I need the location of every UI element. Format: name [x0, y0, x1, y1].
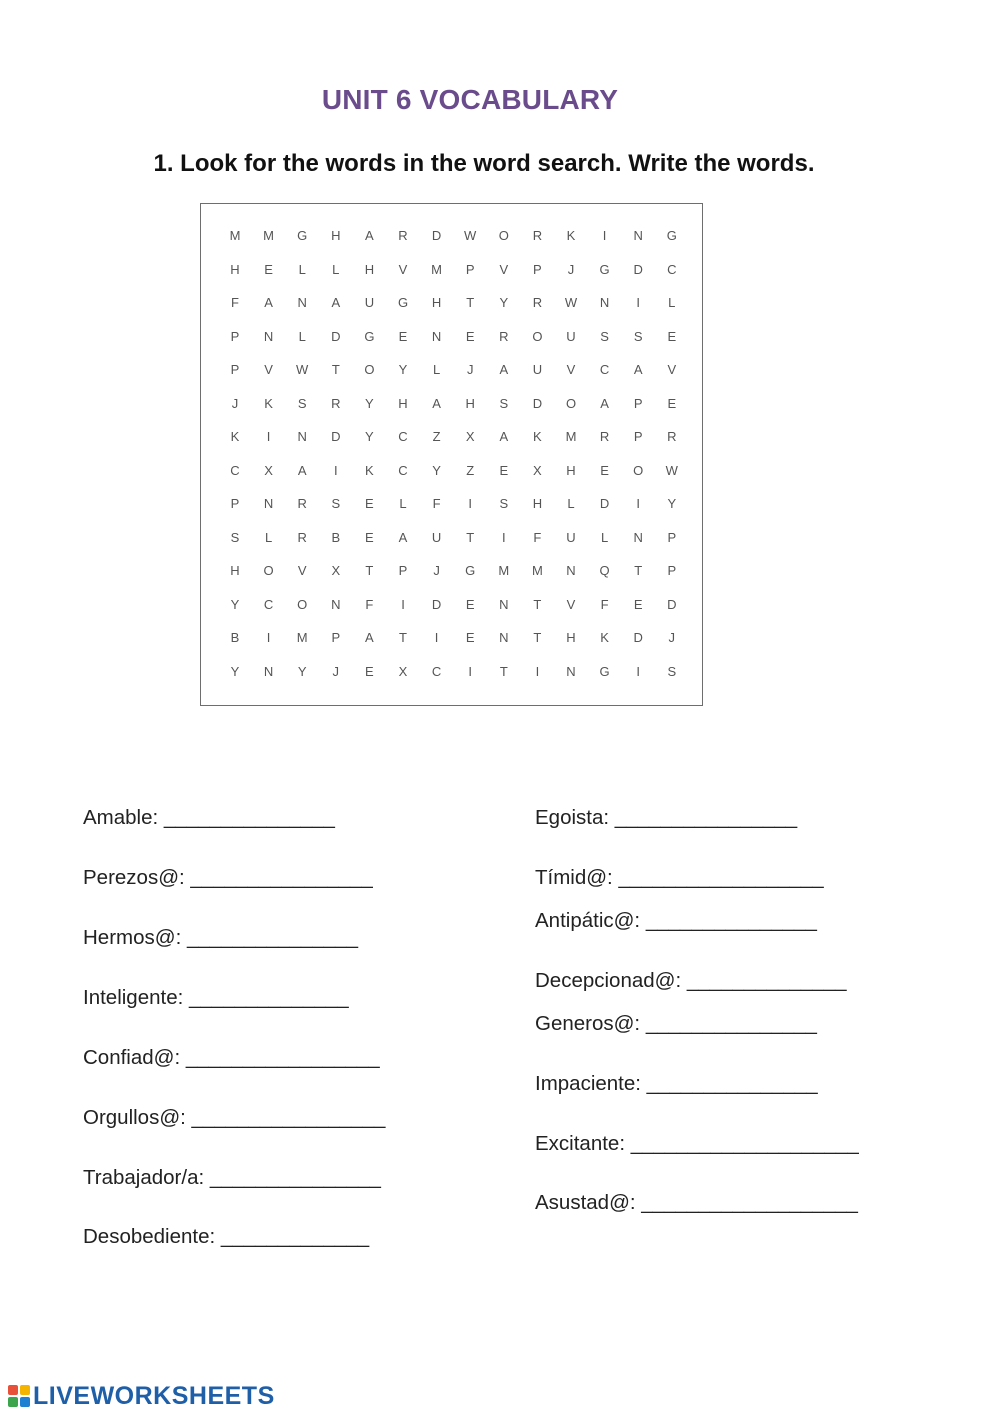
vocab-item	[535, 909, 817, 933]
grid-letter: N	[599, 295, 610, 310]
grid-letter: Z	[466, 462, 475, 478]
grid-letter: S	[667, 663, 677, 679]
grid-letter: P	[667, 563, 677, 578]
grid-row	[201, 394, 702, 414]
grid-letter: U	[566, 529, 576, 545]
grid-letter: P	[230, 362, 240, 377]
grid-letter: W	[464, 228, 477, 243]
grid-letter: N	[499, 630, 509, 645]
grid-letter: Y	[230, 596, 240, 612]
answer-blank[interactable]: ____________________	[630, 1132, 859, 1155]
grid-letter: V	[264, 362, 273, 377]
grid-letter: E	[465, 630, 475, 645]
grid-letter: D	[599, 496, 610, 511]
grid-letter: D	[633, 630, 643, 645]
answer-blank[interactable]: ______________	[686, 969, 847, 992]
vocab-label: Trabajador/a:	[83, 1166, 210, 1189]
grid-letter: S	[633, 328, 643, 344]
liveworksheets-logo-icon	[8, 1385, 30, 1407]
grid-letter: Z	[432, 429, 441, 444]
grid-letter: U	[532, 362, 543, 377]
grid-letter: S	[297, 395, 307, 411]
grid-letter: Y	[499, 295, 509, 310]
grid-letter: T	[634, 563, 643, 578]
grid-letter: Y	[432, 462, 441, 478]
grid-letter: A	[365, 228, 374, 243]
grid-letter: M	[531, 563, 543, 578]
grid-letter: V	[297, 563, 307, 578]
grid-letter: H	[230, 563, 240, 578]
grid-letter: S	[499, 395, 509, 411]
vocab-label: Excitante:	[535, 1132, 631, 1155]
grid-letter: O	[532, 328, 543, 344]
grid-letter: N	[566, 563, 576, 578]
grid-letter: C	[599, 362, 610, 377]
grid-letter: E	[365, 496, 374, 511]
vocab-label: Decepcionad@:	[535, 969, 687, 992]
grid-letter: W	[665, 462, 678, 478]
grid-letter: E	[667, 395, 677, 411]
vocab-label: Confiad@:	[83, 1046, 186, 1069]
grid-letter: E	[465, 596, 475, 612]
grid-letter: E	[398, 328, 408, 344]
grid-letter: G	[465, 563, 476, 578]
grid-letter: I	[468, 663, 472, 679]
grid-letter: N	[263, 663, 274, 679]
grid-letter: K	[566, 228, 576, 243]
grid-letter: Y	[398, 362, 408, 377]
grid-letter: E	[465, 328, 475, 344]
grid-letter: A	[398, 529, 408, 545]
grid-letter: E	[633, 596, 643, 612]
grid-letter: M	[296, 630, 308, 645]
brand-name: LIVEWORKSHEETS	[33, 1381, 275, 1410]
vocab-label: Desobediente:	[83, 1225, 221, 1248]
grid-letter: L	[264, 529, 273, 545]
grid-letter: I	[266, 429, 271, 444]
grid-letter: R	[532, 295, 543, 310]
grid-letter: V	[398, 261, 408, 277]
grid-row	[201, 595, 702, 615]
grid-letter: K	[365, 462, 374, 478]
grid-letter: A	[432, 395, 441, 411]
grid-letter: R	[398, 228, 408, 243]
grid-letter: E	[499, 462, 509, 478]
grid-row	[201, 427, 702, 447]
vocab-item	[83, 1106, 385, 1130]
grid-letter: C	[398, 462, 408, 478]
grid-letter: E	[365, 529, 374, 545]
grid-letter: D	[331, 429, 341, 444]
grid-letter: R	[599, 429, 610, 444]
grid-letter: I	[333, 462, 338, 478]
grid-letter: I	[468, 496, 472, 511]
grid-letter: A	[600, 395, 609, 411]
grid-letter: L	[298, 328, 306, 344]
grid-letter: Y	[365, 429, 374, 444]
grid-letter: T	[533, 630, 542, 645]
grid-letter: X	[398, 663, 408, 679]
grid-letter: F	[432, 496, 441, 511]
grid-letter: F	[533, 529, 542, 545]
grid-letter: I	[434, 630, 439, 645]
grid-letter: Y	[230, 663, 240, 679]
grid-letter: P	[667, 529, 677, 545]
grid-letter: C	[398, 429, 408, 444]
grid-letter: M	[229, 228, 241, 243]
grid-row	[201, 494, 702, 514]
grid-letter: E	[600, 462, 609, 478]
grid-letter: R	[499, 328, 509, 344]
word-search-grid	[200, 203, 703, 706]
grid-letter: U	[364, 295, 375, 310]
grid-letter: R	[331, 395, 341, 411]
grid-letter: J	[433, 563, 440, 578]
vocab-label: Generos@:	[535, 1012, 646, 1035]
grid-letter: X	[533, 462, 542, 478]
grid-letter: G	[599, 261, 610, 277]
grid-letter: I	[602, 228, 607, 243]
grid-letter: T	[365, 563, 374, 578]
grid-letter: K	[533, 429, 542, 444]
grid-letter: C	[667, 261, 677, 277]
grid-letter: R	[297, 529, 307, 545]
vocab-item	[535, 806, 797, 830]
grid-letter: X	[331, 563, 341, 578]
answer-blank[interactable]: _________________	[185, 1046, 380, 1069]
grid-letter: L	[332, 261, 340, 277]
answer-blank[interactable]: _______________	[209, 1166, 381, 1189]
grid-letter: W	[564, 295, 578, 310]
grid-letter: N	[331, 596, 341, 612]
grid-letter: A	[264, 295, 273, 310]
grid-letter: V	[566, 596, 576, 612]
grid-letter: O	[498, 228, 509, 243]
grid-letter: X	[264, 462, 273, 478]
vocab-item	[535, 1072, 818, 1096]
grid-letter: A	[365, 630, 374, 645]
grid-letter: N	[263, 328, 274, 344]
grid-row	[201, 260, 702, 280]
vocab-item	[83, 1225, 369, 1249]
grid-row	[201, 561, 702, 581]
answer-blank[interactable]: _______________	[645, 909, 817, 932]
vocab-item	[535, 1132, 859, 1156]
grid-letter: G	[364, 328, 375, 344]
answer-blank[interactable]: _____________	[220, 1225, 370, 1248]
vocab-item	[83, 986, 349, 1010]
grid-letter: H	[566, 630, 576, 645]
footer-brand[interactable]	[8, 1381, 275, 1411]
grid-letter: B	[230, 630, 240, 645]
page-title: UNIT 6 VOCABULARY	[321, 84, 619, 115]
grid-letter: D	[431, 596, 442, 612]
grid-letter: L	[399, 496, 407, 511]
grid-letter: D	[532, 395, 543, 411]
grid-letter: J	[567, 261, 575, 277]
grid-letter: A	[331, 295, 341, 310]
answer-blank[interactable]: ________________	[614, 806, 798, 829]
answer-blank[interactable]: ________________	[190, 866, 373, 889]
grid-letter: N	[499, 596, 509, 612]
grid-row	[201, 293, 702, 313]
grid-letter: V	[667, 362, 677, 377]
grid-letter: O	[633, 462, 644, 478]
grid-letter: O	[297, 596, 308, 612]
grid-letter: T	[331, 362, 340, 377]
grid-letter: P	[398, 563, 408, 578]
grid-letter: Y	[297, 663, 307, 679]
grid-letter: P	[230, 328, 240, 344]
grid-letter: O	[263, 563, 274, 578]
grid-letter: G	[297, 228, 308, 243]
answer-blank[interactable]: ______________	[189, 986, 349, 1009]
grid-letter: J	[466, 362, 474, 377]
grid-letter: D	[667, 596, 677, 612]
vocab-item	[83, 866, 373, 890]
vocab-item	[83, 926, 358, 950]
vocab-item	[535, 1012, 817, 1036]
grid-letter: P	[633, 429, 643, 444]
vocab-item	[83, 1046, 380, 1070]
grid-letter: N	[297, 429, 307, 444]
grid-letter: M	[565, 429, 577, 444]
grid-letter: D	[633, 261, 643, 277]
grid-letter: H	[465, 395, 475, 411]
grid-letter: T	[399, 630, 407, 645]
grid-letter: N	[566, 663, 576, 679]
answer-blank[interactable]: _______________	[646, 1072, 818, 1095]
vocab-item	[535, 1191, 858, 1215]
grid-letter: H	[230, 261, 240, 277]
grid-letter: Y	[365, 395, 374, 411]
grid-letter: S	[230, 529, 240, 545]
grid-letter: N	[263, 496, 274, 511]
grid-letter: F	[365, 596, 374, 612]
grid-letter: K	[600, 630, 609, 645]
grid-letter: P	[465, 261, 475, 277]
grid-letter: B	[331, 529, 341, 545]
grid-letter: L	[432, 362, 441, 377]
grid-letter: M	[263, 228, 275, 243]
grid-letter: T	[466, 529, 475, 545]
grid-row	[201, 662, 702, 682]
grid-letter: P	[230, 496, 240, 511]
grid-letter: J	[231, 395, 239, 411]
instruction-text: 1. Look for the words in the word search. Write the words.	[153, 150, 815, 177]
grid-letter: S	[331, 496, 341, 511]
grid-letter: D	[431, 228, 442, 243]
grid-row	[201, 528, 702, 548]
grid-letter: H	[398, 395, 408, 411]
grid-letter: J	[332, 663, 340, 679]
grid-letter: I	[636, 295, 640, 310]
grid-letter: H	[566, 462, 576, 478]
vocab-label: Orgullos@:	[83, 1106, 192, 1129]
grid-letter: S	[600, 328, 609, 344]
grid-letter: V	[566, 362, 576, 377]
grid-letter: F	[600, 596, 609, 612]
grid-letter: E	[264, 261, 273, 277]
grid-row	[201, 461, 702, 481]
grid-letter: O	[364, 362, 375, 377]
grid-letter: L	[567, 496, 575, 511]
grid-row	[201, 226, 702, 246]
answer-blank[interactable]: _________________	[191, 1106, 386, 1129]
grid-letter: L	[600, 529, 609, 545]
vocab-label: Asustad@:	[535, 1191, 642, 1214]
grid-letter: N	[431, 328, 442, 344]
grid-letter: I	[636, 663, 640, 679]
grid-row	[201, 360, 702, 380]
grid-letter: N	[633, 529, 643, 545]
grid-letter: T	[499, 663, 508, 679]
vocab-label: Egoista:	[535, 806, 615, 829]
grid-letter: W	[296, 362, 309, 377]
vocab-label: Amable:	[83, 806, 164, 829]
grid-letter: J	[668, 630, 676, 645]
grid-row	[201, 327, 702, 347]
grid-letter: R	[297, 496, 307, 511]
grid-letter: Y	[667, 496, 677, 511]
grid-letter: I	[501, 529, 506, 545]
grid-letter: N	[633, 228, 643, 243]
grid-letter: I	[266, 630, 271, 645]
grid-letter: F	[231, 295, 239, 310]
grid-letter: U	[431, 529, 442, 545]
grid-letter: H	[331, 228, 341, 243]
grid-letter: G	[666, 228, 677, 243]
answer-blank[interactable]: _______________	[645, 1012, 817, 1035]
grid-letter: T	[466, 295, 475, 310]
answer-blank[interactable]: _______________	[163, 806, 335, 829]
vocab-item	[535, 866, 824, 890]
grid-letter: Q	[599, 563, 610, 578]
answer-blank[interactable]: _______________	[186, 926, 358, 949]
grid-letter: I	[636, 496, 640, 511]
grid-letter: C	[263, 596, 274, 612]
grid-letter: N	[297, 295, 307, 310]
vocab-label: Inteligente:	[83, 986, 189, 1009]
grid-letter: R	[667, 429, 677, 444]
answer-blank[interactable]: __________________	[618, 866, 824, 889]
grid-letter: C	[431, 663, 442, 679]
grid-letter: L	[668, 295, 676, 310]
vocab-item	[535, 969, 847, 993]
vocab-label: Tímid@:	[535, 866, 619, 889]
grid-letter: H	[364, 261, 375, 277]
vocab-label: Impaciente:	[535, 1072, 647, 1095]
vocab-label: Antipátic@:	[535, 909, 646, 932]
grid-letter: H	[431, 295, 442, 310]
grid-row	[201, 628, 702, 648]
grid-letter: M	[431, 261, 443, 277]
grid-letter: P	[533, 261, 542, 277]
vocab-item	[83, 806, 335, 830]
grid-letter: A	[499, 362, 509, 377]
grid-letter: A	[633, 362, 643, 377]
grid-letter: P	[633, 395, 643, 411]
vocab-label: Perezos@:	[83, 866, 191, 889]
grid-letter: C	[230, 462, 240, 478]
grid-letter: T	[533, 596, 542, 612]
grid-letter: A	[297, 462, 307, 478]
answer-blank[interactable]: ___________________	[641, 1191, 858, 1214]
grid-letter: O	[565, 395, 577, 411]
grid-letter: X	[465, 429, 475, 444]
grid-letter: D	[331, 328, 341, 344]
grid-letter: K	[264, 395, 273, 411]
grid-letter: K	[230, 429, 240, 444]
vocab-item	[83, 1166, 381, 1190]
grid-letter: E	[365, 663, 374, 679]
grid-letter: P	[331, 630, 341, 645]
vocab-label: Hermos@:	[83, 926, 187, 949]
grid-letter: U	[566, 328, 576, 344]
grid-letter: G	[599, 663, 610, 679]
grid-letter: E	[667, 328, 677, 344]
grid-letter: A	[499, 429, 509, 444]
grid-letter: I	[535, 663, 540, 679]
grid-letter: I	[401, 596, 405, 612]
grid-letter: M	[498, 563, 510, 578]
grid-letter: H	[532, 496, 543, 511]
grid-letter: S	[499, 496, 509, 511]
grid-letter: L	[298, 261, 306, 277]
grid-letter: R	[532, 228, 543, 243]
grid-letter: V	[499, 261, 509, 277]
grid-letter: G	[397, 295, 409, 310]
